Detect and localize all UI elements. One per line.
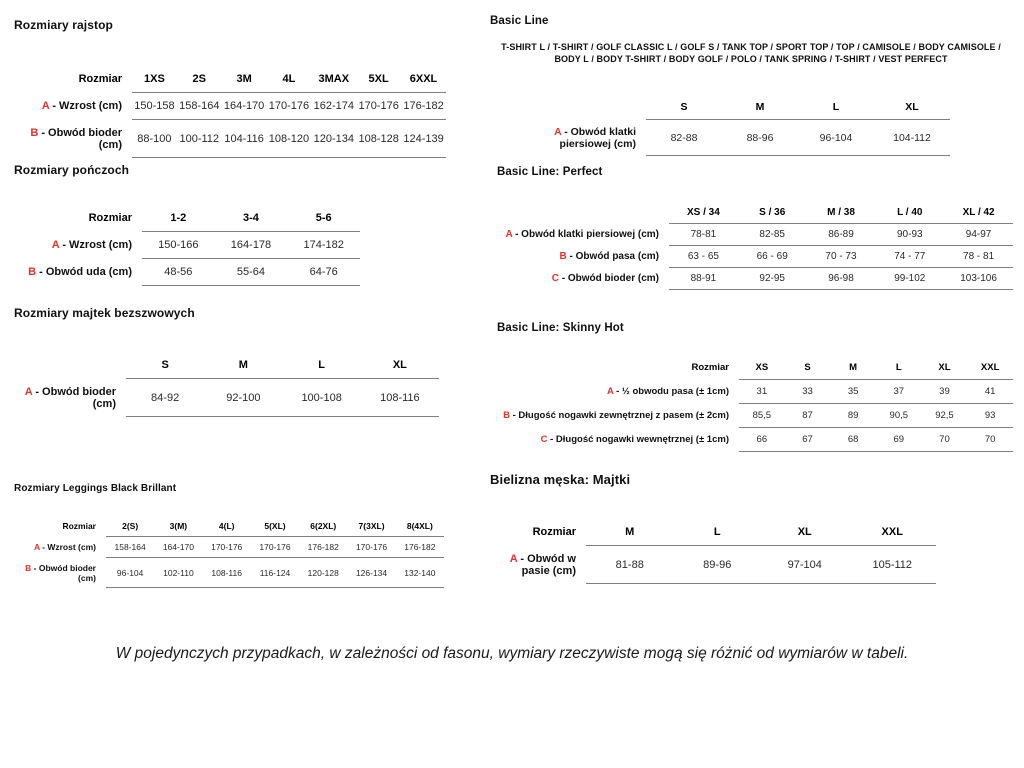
size-value: 108-116 (203, 558, 251, 588)
dimension-letter: A (41, 100, 50, 112)
size-column-header: M (722, 95, 798, 120)
size-value: 82-85 (738, 224, 807, 246)
size-value: 88-91 (669, 268, 738, 290)
section-rozmiary-majtek-bezszwowych (14, 306, 454, 417)
size-value: 103-106 (944, 268, 1013, 290)
size-value: 150-166 (142, 232, 215, 259)
dimension-letter: C (551, 273, 559, 284)
size-value: 70 - 73 (807, 246, 876, 268)
size-column-header: 3-4 (215, 205, 288, 232)
size-value: 104-116 (222, 120, 267, 158)
size-value: 86-89 (807, 224, 876, 246)
size-column-header: 4L (267, 66, 312, 93)
section-rozmiary-ponczoch (14, 163, 394, 286)
section-title: Rozmiary rajstop (14, 18, 113, 32)
size-column-header: XS / 34 (669, 202, 738, 224)
measurement-label: A - Obwód bioder (cm) (24, 385, 116, 410)
size-row-header: Rozmiar (78, 73, 122, 86)
size-value: 74 - 77 (875, 246, 944, 268)
section-basic-line-skinny-hot (497, 322, 1017, 452)
size-value: 96-104 (106, 558, 154, 588)
size-value: 70 (922, 428, 968, 452)
size-value: 87 (785, 404, 831, 428)
basic-line-product-list: T-SHIRT L / T-SHIRT / GOLF CLASSIC L / GOLF S / TANK TOP / SPORT TOP / TOP / CAMISOLE / BODY CAMISOLE / BODY L / BODY T-SHIRT / BODY GOLF / POLO / TANK SPRING / T-SHIRT / VEST PERFECT (501, 42, 1001, 65)
size-value: 64-76 (287, 259, 360, 286)
size-value: 99-102 (875, 268, 944, 290)
size-value: 70 (967, 428, 1013, 452)
size-column-header: 3MAX (311, 66, 356, 93)
size-value: 48-56 (142, 259, 215, 286)
size-value: 126-134 (347, 558, 395, 588)
size-column-header: L (876, 356, 922, 380)
size-value: 150-158 (132, 93, 177, 120)
size-value: 78-81 (669, 224, 738, 246)
size-column-header: XXL (849, 519, 937, 546)
measurement-label: C - Obwód bioder (cm) (551, 273, 659, 284)
size-value: 81-88 (586, 546, 674, 584)
size-value: 174-182 (287, 232, 360, 259)
size-value: 96-98 (807, 268, 876, 290)
dimension-letter: A (24, 385, 33, 398)
size-column-header: M / 38 (807, 202, 876, 224)
size-column-header: 2(S) (106, 516, 154, 537)
size-value: 102-110 (154, 558, 202, 588)
size-column-header: XS (739, 356, 785, 380)
dimension-letter: B (25, 562, 32, 573)
size-value: 176-182 (299, 537, 347, 558)
basic-line-table (498, 95, 950, 156)
size-value: 88-96 (722, 120, 798, 156)
section-title: Basic Line: Skinny Hot (497, 322, 624, 334)
dimension-letter: A (51, 239, 60, 251)
measurement-label: B - Obwód pasa (cm) (559, 251, 659, 262)
size-row-header (14, 352, 126, 379)
section-rozmiary-leggings-black-brillant (14, 483, 464, 588)
size-value: 67 (785, 428, 831, 452)
size-column-header: XL (361, 352, 439, 379)
size-value: 90,5 (876, 404, 922, 428)
section-title: Bielizna męska: Majtki (490, 472, 631, 487)
size-value: 92-95 (738, 268, 807, 290)
size-value: 89-96 (674, 546, 762, 584)
size-value: 132-140 (396, 558, 444, 588)
size-column-header: 2S (177, 66, 222, 93)
size-value: 78 - 81 (944, 246, 1013, 268)
size-column-header: 1XS (132, 66, 177, 93)
size-table-container (497, 202, 1017, 290)
size-value: 170-176 (251, 537, 299, 558)
size-value: 164-170 (222, 93, 267, 120)
size-value: 120-134 (311, 120, 356, 158)
size-value: 170-176 (267, 93, 312, 120)
size-column-header: S (126, 352, 204, 379)
size-column-header: 3(M) (154, 516, 202, 537)
size-value: 176-182 (401, 93, 446, 120)
section-title: Basic Line (490, 15, 549, 27)
size-value: 170-176 (203, 537, 251, 558)
section-title: Rozmiary majtek bezszwowych (14, 306, 195, 320)
size-value: 66 - 69 (738, 246, 807, 268)
section-basic-line (490, 15, 1012, 156)
section-title: Rozmiary pończoch (14, 163, 130, 177)
size-column-header: 5(XL) (251, 516, 299, 537)
dimension-letter: B (28, 266, 37, 278)
measurement-label: A - Obwód klatki piersiowej (cm) (505, 229, 659, 240)
size-column-header: L / 40 (875, 202, 944, 224)
size-table-container (14, 352, 454, 417)
size-value: 170-176 (347, 537, 395, 558)
measurement-label: B - Obwód uda (cm) (28, 266, 132, 278)
size-value: 63 - 65 (669, 246, 738, 268)
size-column-header: 6(2XL) (299, 516, 347, 537)
size-row-header: Rozmiar (532, 526, 576, 539)
size-value: 69 (876, 428, 922, 452)
dimension-letter: B (503, 410, 510, 421)
dimension-letter: A (509, 552, 518, 565)
measurement-label: A - Obwód w pasie (cm) (509, 552, 576, 577)
basic-line-perfect-table (497, 202, 1013, 290)
size-row-header (498, 95, 646, 120)
measurement-label: C - Długość nogawki wewnętrznej (± 1cm) (540, 434, 729, 445)
size-value: 55-64 (215, 259, 288, 286)
size-value: 158-164 (177, 93, 222, 120)
dimension-letter: C (540, 434, 548, 445)
size-value: 93 (967, 404, 1013, 428)
size-value: 105-112 (849, 546, 937, 584)
size-column-header: M (204, 352, 282, 379)
section-bielizna-meska-majtki (490, 472, 950, 584)
size-column-header: 4(L) (203, 516, 251, 537)
size-row-header: Rozmiar (691, 362, 729, 374)
size-value: 92,5 (922, 404, 968, 428)
size-row-header (497, 202, 669, 224)
size-value: 94-97 (944, 224, 1013, 246)
measurement-label: A - Wzrost (cm) (51, 239, 132, 251)
size-table-container (490, 519, 950, 584)
size-value: 84-92 (126, 379, 204, 417)
size-column-header: 1-2 (142, 205, 215, 232)
size-column-header: XL (874, 95, 950, 120)
size-column-header: L (674, 519, 762, 546)
size-row-header: Rozmiar (62, 521, 96, 532)
dimension-letter: B (559, 251, 567, 262)
size-column-header: 5-6 (287, 205, 360, 232)
size-table-container (14, 66, 474, 158)
dimension-letter: A (33, 542, 40, 552)
size-column-header: XL (761, 519, 849, 546)
size-value: 164-178 (215, 232, 288, 259)
size-column-header: XXL (967, 356, 1013, 380)
size-value: 96-104 (798, 120, 874, 156)
measurement-label: A - Wzrost (cm) (33, 542, 96, 552)
measurement-label: A - Wzrost (cm) (41, 100, 122, 112)
rozmiary-rajstop-table (14, 66, 446, 158)
size-value: 37 (876, 380, 922, 404)
basic-line-skinny-hot-table (497, 356, 1013, 452)
bielizna-meska-majtki-table (498, 519, 936, 584)
size-value: 88-100 (132, 120, 177, 158)
size-column-header: XL (922, 356, 968, 380)
size-value: 66 (739, 428, 785, 452)
size-value: 82-88 (646, 120, 722, 156)
rozmiary-majtek-bezszwowych-table (14, 352, 439, 417)
size-column-header: S (646, 95, 722, 120)
dimension-letter: A (606, 386, 614, 397)
size-column-header: 8(4XL) (396, 516, 444, 537)
dimension-letter: B (30, 126, 39, 139)
section-rozmiary-rajstop (14, 18, 474, 158)
size-column-header: S / 36 (738, 202, 807, 224)
size-value: 108-120 (267, 120, 312, 158)
size-value: 170-176 (356, 93, 401, 120)
section-basic-line-perfect (497, 166, 1017, 290)
size-row-header: Rozmiar (88, 212, 132, 225)
size-value: 158-164 (106, 537, 154, 558)
size-value: 85,5 (739, 404, 785, 428)
size-column-header: 6XXL (401, 66, 446, 93)
rozmiary-leggings-black-brillant-table (14, 516, 444, 588)
size-value: 31 (739, 380, 785, 404)
size-column-header: M (830, 356, 876, 380)
size-value: 124-139 (401, 120, 446, 158)
size-column-header: XL / 42 (944, 202, 1013, 224)
footnote: W pojedynczych przypadkach, w zależności od fasonu, wymiary rzeczywiste mogą się różnić od wymiarów w tabeli. (115, 645, 909, 662)
measurement-label: A - ½ obwodu pasa (± 1cm) (606, 386, 729, 397)
size-column-header: L (798, 95, 874, 120)
size-value: 68 (830, 428, 876, 452)
dimension-letter: A (554, 125, 562, 138)
size-value: 108-116 (361, 379, 439, 417)
size-table-container (497, 356, 1017, 452)
size-value: 162-174 (311, 93, 356, 120)
size-value: 41 (967, 380, 1013, 404)
measurement-label: B - Długość nogawki zewnętrznej z pasem (± 2cm) (503, 410, 729, 421)
size-value: 104-112 (874, 120, 950, 156)
size-table-container (490, 95, 1012, 156)
size-value: 176-182 (396, 537, 444, 558)
dimension-letter: A (505, 229, 513, 240)
rozmiary-ponczoch-table (14, 205, 360, 286)
measurement-label: B - Obwód bioder (cm) (25, 562, 96, 583)
size-column-header: 7(3XL) (347, 516, 395, 537)
measurement-label: A - Obwód klatki piersiowej (cm) (554, 125, 636, 150)
size-value: 100-112 (177, 120, 222, 158)
size-column-header: 3M (222, 66, 267, 93)
size-value: 35 (830, 380, 876, 404)
section-title: Basic Line: Perfect (497, 166, 603, 178)
size-table-container (14, 516, 464, 588)
size-value: 100-108 (283, 379, 361, 417)
size-value: 108-128 (356, 120, 401, 158)
measurement-label: B - Obwód bioder (cm) (30, 126, 122, 151)
size-value: 164-170 (154, 537, 202, 558)
size-column-header: M (586, 519, 674, 546)
size-column-header: S (785, 356, 831, 380)
section-title: Rozmiary Leggings Black Brillant (14, 483, 177, 494)
size-value: 89 (830, 404, 876, 428)
size-value: 39 (922, 380, 968, 404)
size-value: 90-93 (875, 224, 944, 246)
size-column-header: 5XL (356, 66, 401, 93)
size-value: 33 (785, 380, 831, 404)
size-value: 116-124 (251, 558, 299, 588)
size-value: 120-128 (299, 558, 347, 588)
size-table-container (14, 205, 394, 286)
size-column-header: L (283, 352, 361, 379)
size-value: 92-100 (204, 379, 282, 417)
size-value: 97-104 (761, 546, 849, 584)
